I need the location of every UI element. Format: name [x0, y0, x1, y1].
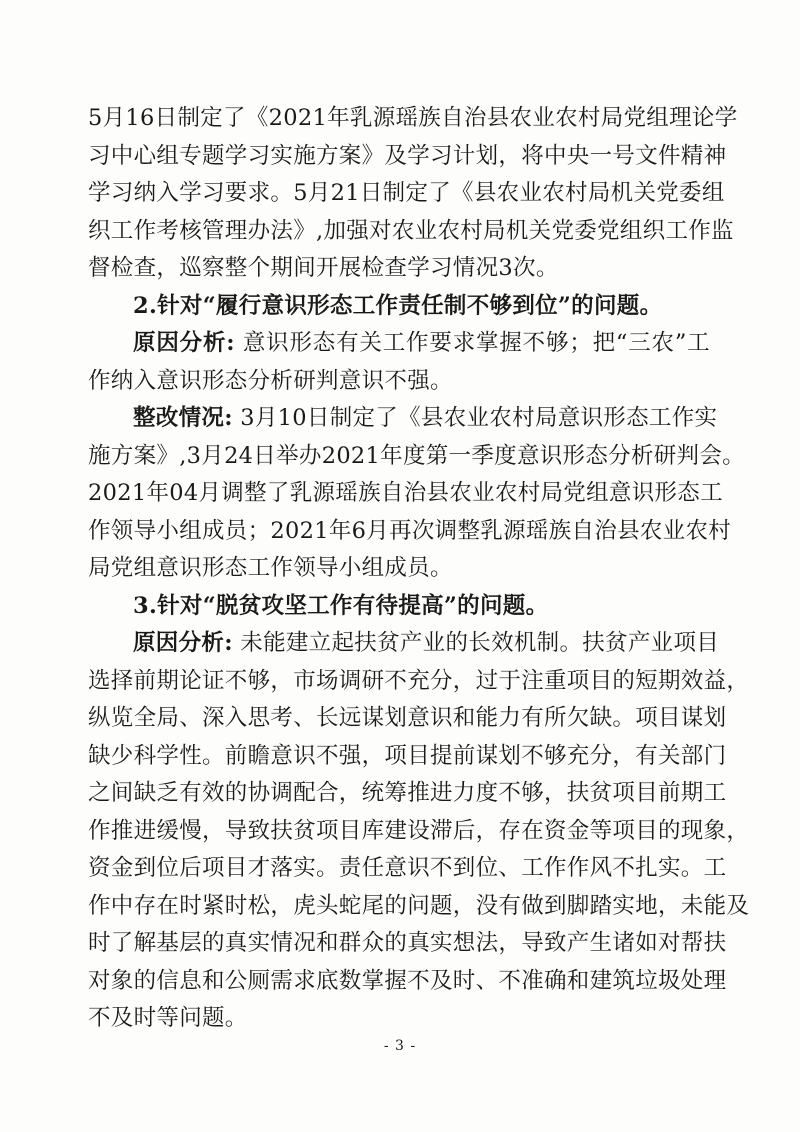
rectify-text: 3月10日制定了《县农业农村局意识形态工作实: [232, 405, 718, 431]
reason-paragraph-3-line: 选择前期论证不够，市场调研不充分，过于注重项目的短期效益，: [88, 667, 750, 694]
reason-paragraph-3-line: [88, 625, 720, 663]
rectify-paragraph-2-line: 施方案》,3月24日举办2021年度第一季度意识形态分析研判会。: [88, 442, 745, 469]
reason-text: 意识形态有关工作要求掌握不够；把“三农”工: [234, 330, 710, 356]
reason-label: 原因分析:: [133, 330, 235, 356]
body-line: 督检查，巡察整个期间开展检查学习情况3次。: [88, 255, 559, 281]
section-heading-3: 3.针对“脱贫攻坚工作有待提高”的问题。: [133, 592, 549, 619]
reason-paragraph-3-line: 资金到位后项目才落实。责任意识不到位、工作作风不扎实。工: [88, 855, 727, 881]
reason-paragraph-3-line: 不及时等问题。: [88, 1005, 248, 1031]
reason-paragraph-3-line: 缺少科学性。前瞻意识不强，项目提前谋划不够充分，有关部门: [88, 742, 727, 769]
reason-label: 原因分析:: [133, 630, 233, 656]
reason-paragraph-3-line: 时了解基层的真实情况和群众的真实想法，导致产生诸如对帮扶: [88, 930, 727, 956]
section-heading-2: 2.针对“履行意识形态工作责任制不够到位”的问题。: [133, 292, 663, 319]
page-number: - 3 -: [383, 1038, 417, 1054]
rectify-paragraph-2-line: 局党组意识形态工作领导小组成员。: [88, 555, 453, 581]
reason-paragraph-3-line: 纵览全局、深入思考、长远谋划意识和能力有所欠缺。项目谋划: [88, 705, 727, 731]
body-line: 学习纳入学习要求。5月21日制定了《县农业农村局机关党委组: [88, 180, 725, 206]
reason-text: 未能建立起扶贫产业的长效机制。扶贫产业项目: [232, 630, 720, 656]
body-line: 织工作考核管理办法》,加强对农业农村局机关党委党组织工作监: [88, 217, 734, 244]
reason-paragraph-3-line: 作中存在时紧时松，虎头蛇尾的问题，没有做到脚踏实地，未能及: [88, 892, 750, 919]
rectify-paragraph-2-line: [88, 400, 718, 438]
reason-paragraph-3-line: 之间缺乏有效的协调配合，统筹推进力度不够，扶贫项目前期工: [88, 780, 727, 806]
reason-paragraph-2-line: [88, 325, 710, 363]
reason-paragraph-2-line: 作纳入意识形态分析研判意识不强。: [88, 367, 453, 394]
document-body: [88, 100, 750, 1038]
rectify-paragraph-2-line: 2021年04月调整了乳源瑶族自治县农业农村局党组意识形态工: [88, 480, 723, 506]
body-line: 习中心组专题学习实施方案》及学习计划，将中央一号文件精神: [88, 142, 727, 169]
rectify-label: 整改情况:: [133, 405, 233, 431]
reason-paragraph-3-line: 作推进缓慢，导致扶贫项目库建设滞后，存在资金等项目的现象，: [88, 817, 750, 844]
reason-paragraph-3-line: 对象的信息和公厕需求底数掌握不及时、不准确和建筑垃圾处理: [88, 967, 727, 994]
body-line: 5月16日制定了《2021年乳源瑶族自治县农业农村局党组理论学: [88, 105, 738, 131]
rectify-paragraph-2-line: 作领导小组成员；2021年6月再次调整乳源瑶族自治县农业农村: [88, 517, 732, 544]
